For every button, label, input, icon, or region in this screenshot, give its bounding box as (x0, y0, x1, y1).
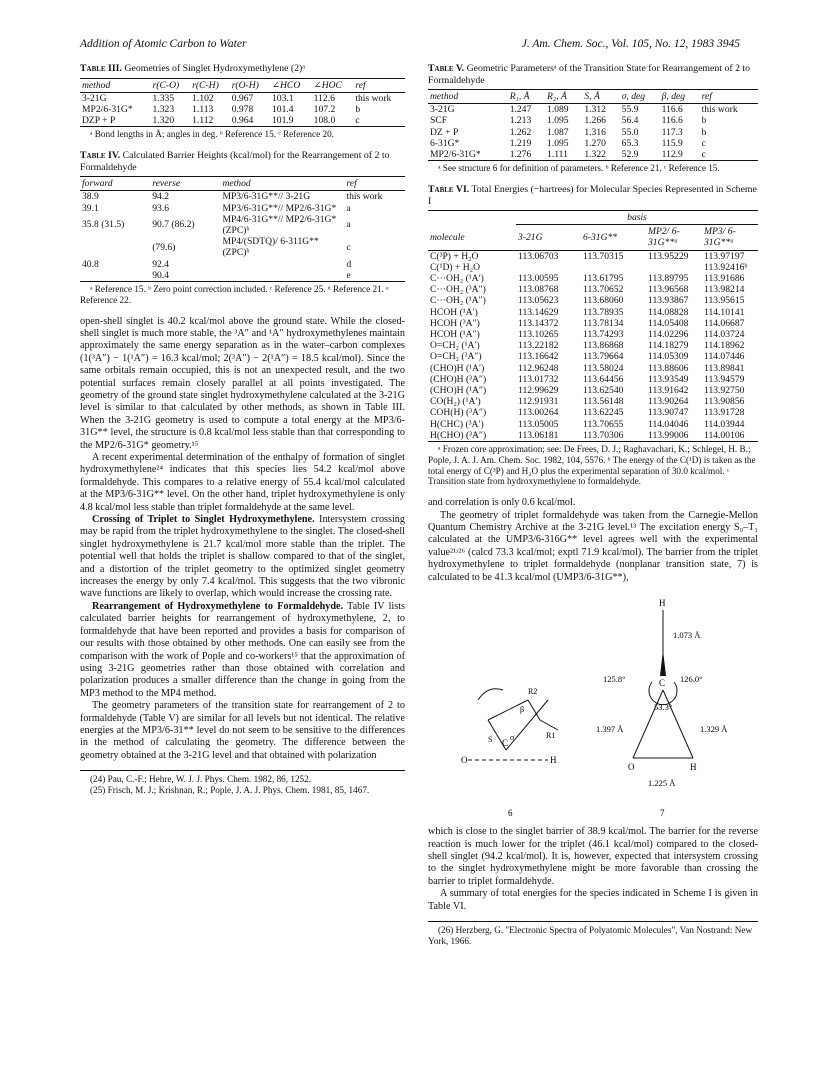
energy-cell (646, 262, 702, 273)
table-row: 35.8 (31.5) 90.7 (86.2) MP4/6-31G**// MP2/6-31G*(ZPC)ᵇ a (82, 213, 351, 236)
structure-6 (461, 687, 558, 818)
energy-cell: 114.08828 (648, 306, 689, 318)
molecule-cell: (CHO)H (¹A′) (430, 362, 485, 374)
paragraph: The geometry parameters of the transition state for rearrangement of 2 to formaldehyde (Table V) are similar for all levels but not identical. The relative energies at the MP3/6-31** level do not seem to be sensitive to the differences in the method of calculating the geometry. The difference between the geometry obtained at the 3-21G level and that obtained with polarization (80, 700, 405, 761)
energy-cell: 113.90264 (648, 396, 689, 408)
energy-cell: 113.74293 (583, 329, 624, 341)
table-4-grid (80, 176, 405, 282)
paragraph: Crossing of Triplet to Singlet Hydroxymethylene. Intersystem crossing may be rapid from the triplet hydroxymethylene to the singlet. The closed-shell singlet hydroxymethylene is 21.7 kcal/mol more stable than the triplet. The potential well that holds the triplet is shallow compared to that of the singlet, and a distortion of the triplet geometry to the optimized singlet geometry increases the energy by only 7.4 kcal/mol. This suggests that the two vibronic wave functions are likely to overlap, which would increase the crossing rate. (80, 514, 405, 600)
energy-cell: 114.03724 (704, 329, 745, 341)
table-row (428, 329, 758, 340)
paragraph: A recent experimental determination of the enthalpy of formation of singlet hydroxymethylene²⁴ indicates that this species lies 54.2 kcal/mol above formaldehyde. This compares to a relative energy of 55.4 kcal/mol calculated at the MP3/6-31G** level. On the other hand, triplet hydroxymethylene is only 4.8 kcal/mol less stable than triplet formaldehyde at the same level. (80, 452, 405, 513)
energy-cell: 113.00595 (518, 273, 559, 285)
running-head-title: Addition of Atomic Carbon to Water (80, 38, 247, 50)
angle-2: 126.0° (680, 674, 703, 685)
energy-cell: 113.05623 (518, 295, 559, 307)
footnote: (26) Herzberg, G. "Electronic Spectra of Polyatomic Molecules", Van Nostrand: New York, 1966. (428, 924, 753, 946)
energy-cell: 112.99629 (518, 385, 559, 397)
energy-cell: 114.05309 (648, 351, 689, 363)
energy-cell: 113.94579 (704, 373, 745, 385)
energy-cell (581, 262, 646, 273)
table-3-grid (80, 78, 405, 128)
energy-cell: 113.89795 (648, 273, 689, 285)
energy-cell: 113.91686 (704, 273, 745, 285)
column-header: R₁, Å (508, 90, 545, 104)
structure-diagrams (428, 590, 758, 820)
bond-oh: 1.225 Å (648, 778, 676, 789)
structure-label: 7 (660, 808, 665, 819)
table-row (428, 250, 758, 262)
energy-cell: 113.96568 (648, 284, 689, 296)
left-body-text (80, 316, 405, 763)
table-4-footnote: ᵃ Reference 15. ᵇ Zero point correction included. ᶜ Reference 25. ᵈ Reference 21. ᵉ Reference 22. (80, 283, 389, 305)
paragraph: Rearrangement of Hydroxymethylene to Formaldehyde. Table IV lists calculated barrier heights for rearrangement of hydroxymethylene, 2, to formaldehyde that have been reported and provides a basis for comparison of our results with those obtained by other methods. One can easily see from the comparison with the work of Pople and co-workers¹⁵ that the approximation of using 3-21G geometries rather than those obtained with correlation and polarization produces a smaller difference than the change in going from the MP3 method to the MP4 method. (80, 600, 405, 699)
energy-cell: 113.70652 (583, 284, 624, 296)
param-beta: β (520, 705, 525, 715)
table-6-footnote: ᵃ Frozen core approximation; see: De Frees, D. J.; Raghavachari, K.; Schlegel, H. B.; Pople, J. A. J. Am. Chem. Soc. 1982, 104, 5576. ᵇ The energy of the C(¹D) is taken as the total energy of C(³P) and H₂O plus the experimental separation of 30.0 kcal/mol. ᶜ Transition state from hydroxymethylene to formaldehyde. (428, 444, 756, 487)
energy-cell: 113.70315 (583, 250, 624, 262)
energy-cell (516, 262, 581, 273)
column-header: MP2/ 6-31G**ᵃ (646, 225, 702, 250)
table-row: 39.1 93.6 MP3/6-31G**// MP2/6-31G* a (82, 202, 351, 214)
table-6-grid (428, 210, 758, 442)
energy-cell: 113.62540 (583, 385, 624, 397)
table-row: 6-31G* 1.219 1.095 1.270 65.3 115.9 c (430, 137, 706, 149)
energy-cell: 113.93867 (648, 295, 689, 307)
table-row (428, 430, 758, 442)
table-row (428, 318, 758, 329)
energy-cell: 113.14629 (518, 306, 559, 318)
molecule-cell: H(CHO) (³A″) (428, 430, 516, 442)
energy-cell: 113.92750 (704, 385, 745, 397)
bond-co: 1.397 Å (596, 724, 624, 735)
energy-cell: 113.78935 (583, 306, 624, 318)
molecule-cell: HCOH (³A″) (430, 317, 480, 329)
footnote: (24) Pau, C.-F.; Hehre, W. J. J. Phys. Chem. 1982, 86, 1252. (90, 774, 312, 785)
table-row: 90.4 e (80, 270, 405, 282)
angle-1: 125.8° (603, 674, 626, 685)
molecule-cell: C···OH₂ (¹A′) (430, 273, 484, 285)
table-row (428, 307, 758, 318)
energy-cell: 112.96248 (518, 362, 559, 374)
energy-cell: 113.61795 (583, 273, 624, 285)
molecule-cell: COH(H) (³A″) (430, 407, 487, 419)
table-row: 3-21G 1.335 1.102 0.967 103.1 112.6 this work (82, 92, 392, 104)
bond-ch: 1.073 Å (673, 630, 701, 641)
atom-h: H (550, 755, 557, 766)
column-header: σ, deg (620, 90, 660, 104)
energy-cell: 113.14372 (518, 317, 559, 329)
molecule-cell: C(³P) + H₂O (430, 250, 479, 262)
table-row: 3-21G 1.247 1.089 1.312 55.9 116.6 this work (430, 104, 738, 116)
table-row (428, 351, 758, 362)
table-6 (428, 184, 758, 487)
energy-cell: 113.95615 (704, 295, 745, 307)
molecule-cell: (CHO)H (³A″) (430, 373, 487, 385)
column-header: MP3/ 6-31G**ᵃ (702, 225, 758, 250)
energy-cell: 113.22182 (518, 340, 559, 352)
column-header: ref (700, 90, 758, 104)
column-header: method (220, 177, 344, 191)
energy-cell: 112.91931 (518, 396, 559, 408)
energy-cell: 114.03944 (704, 418, 745, 430)
table-row (428, 396, 758, 407)
right-column (428, 63, 758, 947)
energy-cell: 113.95229 (648, 250, 689, 262)
atom-o: O (628, 762, 635, 773)
column-header: 6-31G** (581, 225, 646, 250)
energy-cell: 114.05408 (648, 317, 689, 329)
basis-header: basis (516, 211, 758, 225)
column-header: forward (80, 177, 150, 191)
energy-cell: 113.16642 (518, 351, 559, 363)
table-row (428, 407, 758, 418)
right-body-text (428, 497, 758, 584)
paragraph: A summary of total energies for the species indicated in Scheme I is given in Table VI. (428, 888, 758, 912)
energy-cell: 113.88606 (648, 362, 689, 374)
column-header: method (80, 78, 151, 92)
energy-cell: 113.93549 (648, 373, 689, 385)
energy-cell: 114.10141 (704, 306, 745, 318)
param-r1: R1 (546, 731, 556, 741)
table-row (428, 340, 758, 351)
energy-cell: 113.78134 (583, 317, 624, 329)
right-footnotes (428, 921, 758, 947)
energy-cell: 113.90856 (704, 396, 745, 408)
energy-cell: 114.18279 (648, 340, 689, 352)
energy-cell: 113.08768 (518, 284, 559, 296)
energy-cell: 113.70655 (583, 418, 624, 430)
table-5 (428, 63, 758, 174)
table-row (428, 419, 758, 430)
column-header: r(C-H) (190, 78, 230, 92)
energy-cell: 113.62245 (583, 407, 624, 419)
table-row (428, 262, 758, 273)
molecule-cell: CO(H₂) (¹A′) (430, 396, 481, 408)
energy-cell: 113.91728 (704, 407, 745, 419)
molecule-cell: C(¹D) + H₂O (430, 261, 481, 273)
structures-figure (428, 590, 758, 820)
energy-cell: 113.99006 (646, 430, 702, 442)
table-row: (79.6) MP4/(SDTQ)/ 6-311G**(ZPC)ᵇ c (152, 236, 351, 259)
column-header: S, Å (582, 90, 619, 104)
right-body-text-2 (428, 826, 758, 913)
column-header: R₂, Å (545, 90, 582, 104)
column-header: β, deg (660, 90, 700, 104)
table-5-caption: Table V. Geometric Parametersᵃ of the Transition State for Rearrangement of 2 to Formaldehyde (428, 63, 751, 86)
table-row: 40.8 92.4 d (82, 258, 352, 270)
table-3-footnote: ᵃ Bond lengths in Å; angles in deg. ᵇ Reference 15. ᶜ Reference 20. (90, 129, 334, 140)
energy-cell: 113.06703 (518, 250, 559, 262)
energy-cell: 113.56148 (583, 396, 624, 408)
energy-cell: 113.90747 (648, 407, 689, 419)
energy-cell: 113.05005 (518, 418, 559, 430)
energy-cell: 113.70306 (581, 430, 646, 442)
energy-cell: 114.02296 (648, 329, 689, 341)
table-row: MP2/6-31G* 1.323 1.113 0.978 101.4 107.2 b (82, 103, 361, 115)
column-header: r(C-O) (151, 78, 191, 92)
column-header: ref (353, 78, 405, 92)
energy-cell: 114.00106 (702, 430, 758, 442)
atom-h-top: H (659, 598, 666, 609)
table-5-grid (428, 89, 758, 161)
table-row: 38.9 94.2 MP3/6-31G**// 3-21G this work (82, 191, 383, 203)
energy-cell: 113.64456 (583, 373, 624, 385)
table-row (428, 385, 758, 396)
energy-cell: 113.89841 (704, 362, 745, 374)
table-3-caption: Table III. Geometries of Singlet Hydroxymethylene (2)ᵃ (80, 63, 306, 74)
table-row: DZP + P 1.320 1.112 0.964 101.9 108.0 c (80, 115, 405, 127)
section-heading: Crossing of Triplet to Singlet Hydroxymethylene. (92, 514, 315, 526)
energy-cell: 114.06687 (704, 317, 745, 329)
molecule-cell: O=CH₂ (¹A′) (430, 340, 480, 352)
left-footnotes (80, 770, 405, 796)
paragraph: open-shell singlet is 40.2 kcal/mol above the ground state. While the closed-shell singlet is much more stable, the ³A″ and ¹A″ hydroxymethylenes maintain approximately the same energy separation as in the water–carbon complexes (1(³A″) − 1(¹A″) = 16.3 kcal/mol; 2(³A″) − 2(¹A″) = 18.5 kcal/mol). Since the same orbitals remain occupied, this is not an unexpected result, and the two potential surfaces remain closely parallel at all points investigated. The geometry of the ground state singlet hydroxymethylene calculated at the 3-21G level is similar to that calculated by other methods, as shown in Table III. When the 3-21G geometry is used to compute a total energy at the MP3/6-31G** level, the structure is 0.8 kcal/mol less stable than that corresponding to the MP2/6-31G* geometry.¹⁵ (80, 315, 405, 451)
molecule-cell: (CHO)H (¹A″) (430, 385, 487, 397)
energy-cell: 113.86868 (583, 340, 624, 352)
bond-hc: 1.329 Å (700, 724, 728, 735)
paragraph: The geometry of triplet formaldehyde was taken from the Carnegie-Mellon Quantum Chemistry Archive at the 3-21G level.¹³ The excitation energy S₀–T₁ calculated at the UMP3/6-316G** level agrees well with the experimental value²¹ʴ²⁶ (calcd 73.3 kcal/mol; exptl 71.9 kcal/mol). The barrier from the triplet hydroxymethylene to triplet formaldehyde (nonplanar transition state, 7) is calculated to be 41.3 kcal/mol (UMP3/6-31G**), (428, 509, 758, 583)
table-row: DZ + P 1.262 1.087 1.316 55.0 117.3 b (430, 126, 707, 138)
paragraph: which is close to the singlet barrier of 38.9 kcal/mol. The barrier for the reverse reaction is much lower for the triplet (46.1 kcal/mol) compared to the closed-shell singlet (94.2 kcal/mol). It is, however, expected that intersystem crossing to the singlet hydroxymethylene might be more favorable than crossing the barrier to triplet formaldehyde. (428, 826, 758, 887)
molecule-cell: HCOH (¹A″) (430, 329, 480, 341)
atom-o: O (461, 755, 468, 766)
table-row (428, 273, 758, 284)
table-row: MP2/6-31G* 1.276 1.111 1.322 52.9 112.9 c (428, 149, 758, 161)
param-sigma: σ (510, 733, 515, 743)
structure-label: 6 (508, 808, 513, 819)
table-row (428, 363, 758, 374)
atom-h: H (690, 762, 697, 773)
paragraph: and correlation is only 0.6 kcal/mol. (428, 497, 576, 509)
energy-cell: 113.97197 (704, 250, 745, 262)
param-r2: R2 (528, 687, 538, 697)
energy-cell: 114.07446 (704, 351, 745, 363)
column-header: ∠HCO (270, 78, 312, 92)
energy-cell: 113.01732 (518, 373, 559, 385)
table-row: SCF 1.213 1.095 1.266 56.4 116.6 b (430, 115, 707, 127)
table-4 (80, 150, 405, 305)
molecule-cell: C···OH₂ (¹A″) (430, 295, 486, 307)
angle-3: 53.3° (654, 702, 673, 713)
table-5-footnote: ᵃ See structure 6 for definition of parameters. ᵇ Reference 21. ᶜ Reference 15. (438, 163, 720, 174)
table-row (428, 374, 758, 385)
energy-cell: 113.92416ᵇ (704, 261, 748, 273)
column-header: molecule (428, 225, 516, 250)
table-3 (80, 63, 405, 140)
molecule-cell: HCOH (¹A′) (430, 306, 478, 318)
energy-cell: 113.10265 (518, 329, 559, 341)
structure-7 (596, 598, 728, 818)
energy-cell: 114.04046 (648, 418, 689, 430)
column-header: method (428, 90, 508, 104)
molecule-cell: H(CHC) (³A′) (430, 418, 484, 430)
energy-cell: 113.79664 (583, 351, 624, 363)
footnote: (25) Frisch, M. J.; Krishnan, R.; Pople, J. A. J. Phys. Chem. 1981, 85, 1467. (90, 784, 370, 795)
energy-cell: 114.18962 (704, 340, 745, 352)
table-row (428, 295, 758, 306)
running-head-citation: J. Am. Chem. Soc., Vol. 105, No. 12, 1983 3945 (521, 38, 740, 50)
column-header: ∠HOC (312, 78, 354, 92)
energy-cell: 113.68060 (583, 295, 624, 307)
table-4-caption: Table IV. Calculated Barrier Heights (kcal/mol) for the Rearrangement of 2 to Formaldehyde (80, 150, 390, 173)
energy-cell: 113.00264 (518, 407, 559, 419)
column-header: 3-21G (516, 225, 581, 250)
column-header: reverse (150, 177, 220, 191)
energy-cell: 113.06181 (516, 430, 581, 442)
energy-cell: 113.98214 (704, 284, 745, 296)
atom-c: C (659, 678, 666, 689)
column-header: ref (344, 177, 405, 191)
atom-c: C (502, 738, 509, 749)
energy-cell: 113.91642 (648, 385, 689, 397)
energy-cell: 113.58024 (583, 362, 624, 374)
column-header: r(O-H) (230, 78, 270, 92)
param-s: S (488, 735, 493, 745)
molecule-cell: O=CH₂ (³A″) (430, 351, 482, 363)
left-column (80, 63, 405, 796)
table-6-caption: Table VI. Total Energies (−hartrees) for Molecular Species Represented in Scheme I (428, 184, 757, 207)
section-heading: Rearrangement of Hydroxymethylene to Formaldehyde. (92, 600, 344, 612)
molecule-cell: C···OH₂ (³A″) (430, 284, 486, 296)
table-row (428, 284, 758, 295)
